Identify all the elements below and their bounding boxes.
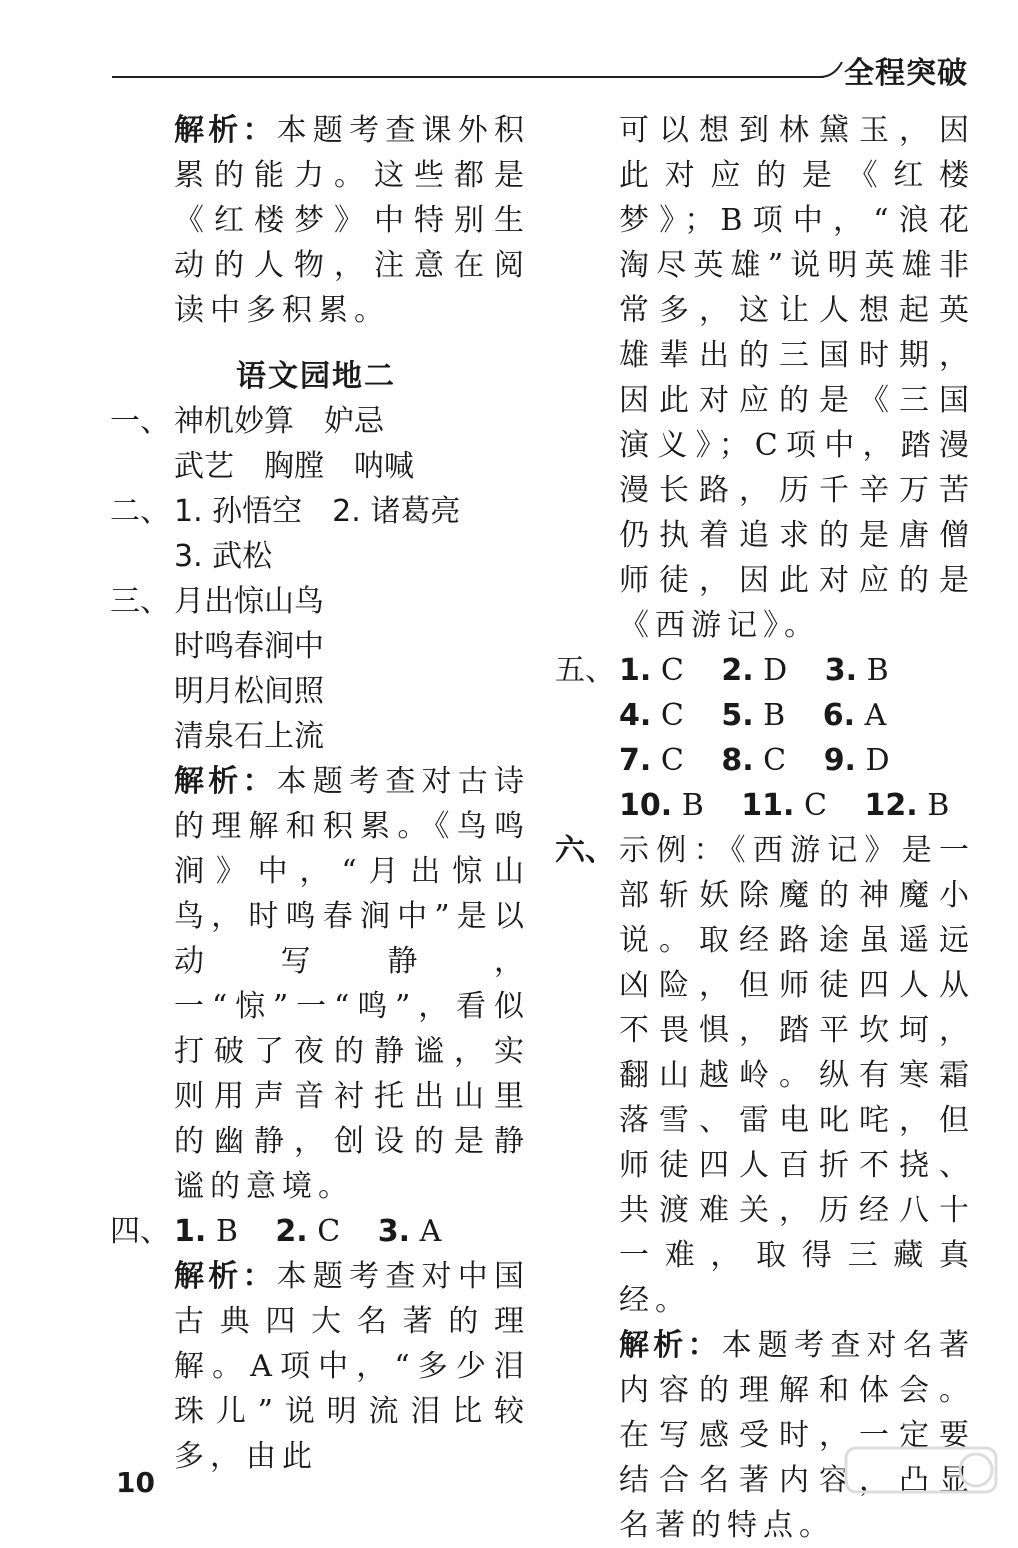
watermark-logo [836, 1440, 1006, 1530]
right-column [555, 108, 975, 1548]
poem-line-3: 明月松间照 [174, 674, 324, 709]
q4-answers [110, 1209, 530, 1254]
analysis-label: 解析： [174, 1259, 277, 1294]
q4-analysis-continued: 可以想到林黛玉，因此对应的是《红楼梦》；B项中，“浪花淘尽英雄”说明英雄非常多，这让人想起英雄辈出的三国时期，因此对应的是《三国演义》；C项中，踏漫漫长路，历千辛万苦仍执着追求的是唐僧师徒，因此对应的是《西游记》。 [619, 113, 975, 643]
q1-number: 一、 [110, 404, 170, 439]
answer-item: 6. A [822, 698, 887, 733]
answer-item: 7. C [619, 743, 684, 778]
q1-text-2: 武艺 胸膛 呐喊 [174, 449, 414, 484]
answer-item: 3. A [377, 1214, 442, 1249]
analysis-label: 解析： [619, 1328, 722, 1363]
header-rule [112, 76, 824, 78]
q2-line-2 [110, 534, 530, 579]
q1-line-1 [110, 399, 530, 444]
answer-item: 8. C [721, 743, 787, 778]
q1-text-1: 神机妙算 妒忌 [174, 404, 384, 439]
answer-item: 1. B [174, 1214, 238, 1249]
header-swoosh [820, 60, 844, 82]
answer-item: 2. C [275, 1214, 341, 1249]
q6-text: 示例：《西游记》是一部斩妖除魔的神魔小说。取经路途虽遥远凶险，但师徒四人从不畏惧，踏平坎坷，翻山越岭。纵有寒霜落雪、雷电叱咤，但师徒四人百折不挠、共渡难关，历经八十一难，取得三藏真经。 [619, 833, 975, 1318]
section-title: 语文园地二 [236, 359, 396, 394]
q5-row-4 [555, 783, 975, 828]
brand-title: 全程突破 [844, 56, 968, 91]
q3-analysis [110, 759, 530, 1209]
q3-line-3 [110, 669, 530, 714]
analysis-prev [110, 108, 530, 333]
q2-line-1 [110, 489, 530, 534]
q2-text-1: 1. 孙悟空 2. 诸葛亮 [174, 494, 461, 529]
analysis-label: 解析： [174, 764, 277, 799]
analysis-text: 本题考查对名著内容的理解和体会。在写感受时，一定要结合名著内容，凸显名著的特点。 [619, 1328, 976, 1543]
q6-answer [555, 828, 975, 1323]
answer-item: 5. B [721, 698, 786, 733]
analysis-text: 本题考查对古诗的理解和积累。《鸟鸣涧》中，“月出惊山鸟，时鸣春涧中”是以动写静，一“惊”一“鸣”，看似打破了夜的静谧，实则用声音衬托出山里的幽静，创设的是静谧的意境。 [174, 764, 531, 1204]
q4-analysis [110, 1254, 530, 1479]
q3-line-4 [110, 714, 530, 759]
poem-line-2: 时鸣春涧中 [174, 629, 324, 664]
answer-item: 2. D [721, 653, 788, 688]
page-number: 10 [116, 1466, 155, 1499]
answer-item: 10. B [619, 788, 704, 823]
left-column [110, 108, 530, 1479]
poem-line-4: 清泉石上流 [174, 719, 324, 754]
poem-line-1: 月出惊山鸟 [174, 584, 324, 619]
answer-item: 3. B [824, 653, 889, 688]
q4-number: 四、 [110, 1214, 170, 1249]
answer-item: 4. C [619, 698, 684, 733]
q5-row-1 [555, 648, 975, 693]
q3-line-2 [110, 624, 530, 669]
answer-item: 1. C [619, 653, 684, 688]
answer-item: 12. B [864, 788, 950, 823]
q5-row-3 [555, 738, 975, 783]
q1-line-2 [110, 444, 530, 489]
q2-number: 二、 [110, 494, 170, 529]
analysis-text: 本题考查课外积累的能力。这些都是《红楼梦》中特别生动的人物，注意在阅读中多积累。 [174, 113, 531, 328]
q6-number: 六、 [555, 833, 615, 868]
analysis-label: 解析： [174, 113, 277, 148]
q5-number: 五、 [555, 653, 615, 688]
answer-item: 11. C [741, 788, 827, 823]
q5-row-2 [555, 693, 975, 738]
q3-line-1 [110, 579, 530, 624]
analysis-text: 本题考查对中国古典四大名著的理解。A项中，“多少泪珠儿”说明流泪比较多，由此 [174, 1259, 531, 1474]
q2-text-2: 3. 武松 [174, 539, 273, 574]
answer-item: 9. D [823, 743, 890, 778]
q3-number: 三、 [110, 584, 170, 619]
